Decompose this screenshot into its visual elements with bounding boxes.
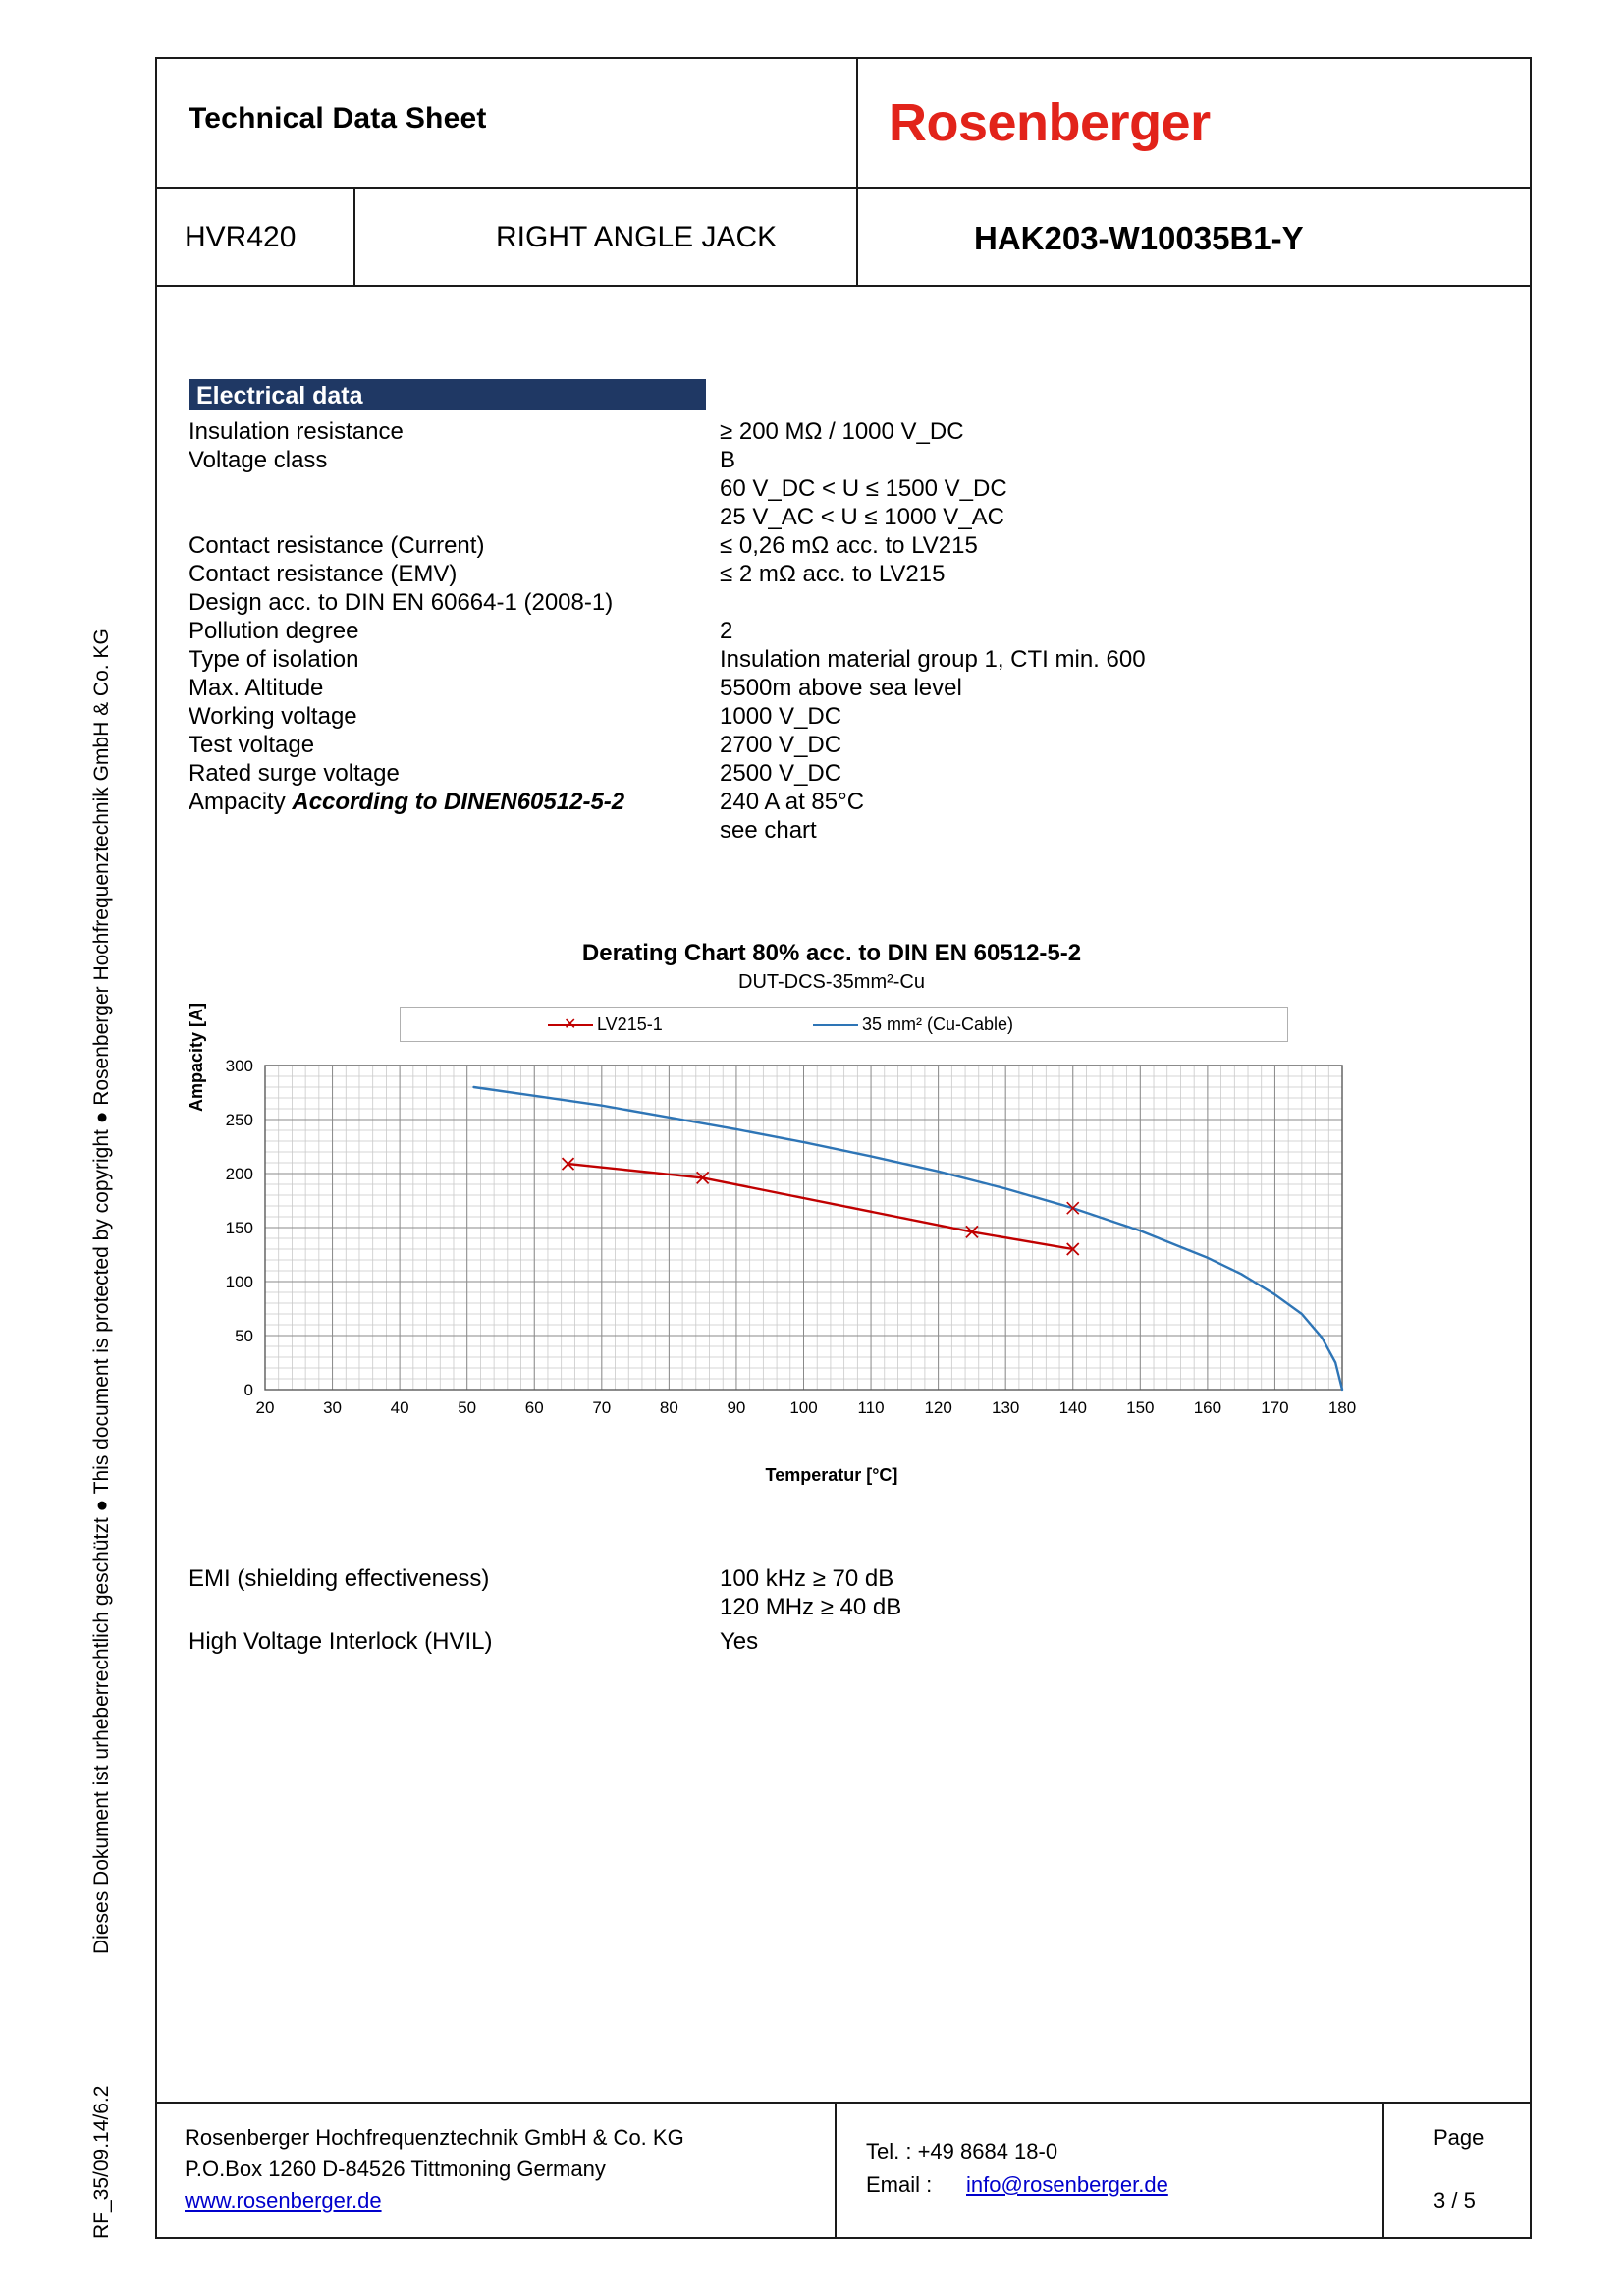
svg-text:0: 0 xyxy=(243,1381,253,1399)
datasheet-frame xyxy=(155,57,1532,2239)
spec-label: EMI (shielding effectiveness) xyxy=(189,1565,490,1592)
spec-label: Type of isolation xyxy=(189,646,359,673)
spec-value: 2 xyxy=(720,618,733,644)
chart-title: Derating Chart 80% acc. to DIN EN 60512-5-2 xyxy=(581,940,1082,966)
part-number: HAK203-W10035B1-Y xyxy=(974,220,1304,256)
company-logo: Rosenberger xyxy=(889,93,1211,152)
svg-text:110: 110 xyxy=(857,1398,885,1417)
footer-divider-2 xyxy=(1382,2104,1384,2237)
legend-label-series-0: LV215-1 xyxy=(597,1014,663,1034)
chart-legend xyxy=(400,1007,1288,1042)
header-divider-2 xyxy=(353,189,355,287)
spec-value: 2700 V_DC xyxy=(720,732,842,758)
svg-text:150: 150 xyxy=(225,1219,253,1237)
spec-value: 1000 V_DC xyxy=(720,703,842,730)
chart-series-line-0 xyxy=(568,1164,1073,1249)
page-footer xyxy=(157,2102,1530,2237)
spec-label: Insulation resistance xyxy=(189,418,404,445)
footer-address: P.O.Box 1260 D-84526 Tittmoning Germany xyxy=(185,2157,606,2181)
spec-value: 5500m above sea level xyxy=(720,675,962,701)
svg-text:200: 200 xyxy=(225,1165,253,1183)
svg-text:50: 50 xyxy=(235,1327,253,1345)
svg-text:250: 250 xyxy=(225,1111,253,1129)
spec-value: ≤ 0,26 mΩ acc. to LV215 xyxy=(720,532,978,559)
svg-text:60: 60 xyxy=(524,1398,544,1417)
svg-text:40: 40 xyxy=(390,1398,409,1417)
spec-label: Design acc. to DIN EN 60664-1 (2008-1) xyxy=(189,589,614,616)
legend-line-series-1 xyxy=(813,1024,858,1026)
spec-value: 240 A at 85°C xyxy=(720,789,865,815)
spec-label: Test voltage xyxy=(189,732,315,758)
document-code: RF_35/09.14/6.2 xyxy=(90,2085,113,2239)
spec-label: Working voltage xyxy=(189,703,357,730)
svg-text:160: 160 xyxy=(1193,1398,1222,1417)
svg-text:50: 50 xyxy=(458,1398,477,1417)
svg-text:150: 150 xyxy=(1126,1398,1155,1417)
chart-plot-area xyxy=(189,1056,1475,1449)
svg-text:20: 20 xyxy=(255,1398,275,1417)
spec-value: 120 MHz ≥ 40 dB xyxy=(720,1594,902,1620)
page-title: Technical Data Sheet xyxy=(189,102,487,135)
svg-text:80: 80 xyxy=(659,1398,678,1417)
spec-label: Contact resistance (EMV) xyxy=(189,561,458,587)
footer-website[interactable]: www.rosenberger.de xyxy=(185,2188,382,2213)
footer-divider-1 xyxy=(835,2104,837,2237)
legend-label-series-1: 35 mm² (Cu-Cable) xyxy=(862,1014,1014,1034)
header-divider-3 xyxy=(856,189,858,287)
product-description: RIGHT ANGLE JACK xyxy=(496,221,778,253)
spec-label: Rated surge voltage xyxy=(189,760,400,787)
svg-text:300: 300 xyxy=(225,1057,253,1075)
footer-company: Rosenberger Hochfrequenztechnik GmbH & Co. KG xyxy=(185,2125,684,2150)
header-row-title xyxy=(157,59,1530,189)
svg-text:30: 30 xyxy=(323,1398,343,1417)
header-row-product xyxy=(157,189,1530,287)
spec-label: High Voltage Interlock (HVIL) xyxy=(189,1628,493,1655)
copyright-notice: Dieses Dokument ist urheberrechtlich geschützt ● This document is protected by copyright ● Rosenberger Hochfrequenztechnik GmbH & Co. KG xyxy=(90,629,113,1954)
chart-x-axis-label: Temperatur [°C] xyxy=(765,1465,898,1485)
footer-page-label: Page xyxy=(1434,2125,1485,2150)
spec-label: Pollution degree xyxy=(189,618,359,644)
spec-value: 100 kHz ≥ 70 dB xyxy=(720,1565,894,1592)
content-area xyxy=(157,287,1530,2105)
svg-text:100: 100 xyxy=(225,1273,253,1291)
svg-text:70: 70 xyxy=(592,1398,612,1417)
derating-chart xyxy=(189,940,1475,1519)
svg-text:90: 90 xyxy=(727,1398,746,1417)
header-divider xyxy=(856,59,858,189)
spec-value: Insulation material group 1, CTI min. 600 xyxy=(720,646,1146,673)
footer-email-label: Email : xyxy=(866,2172,933,2197)
chart-subtitle: DUT-DCS-35mm²-Cu xyxy=(738,971,925,993)
svg-text:100: 100 xyxy=(789,1398,818,1417)
spec-value: 60 V_DC < U ≤ 1500 V_DC xyxy=(720,475,1007,502)
chart-y-axis-label: Ampacity [A] xyxy=(187,1002,206,1112)
svg-text:120: 120 xyxy=(924,1398,952,1417)
spec-value: ≤ 2 mΩ acc. to LV215 xyxy=(720,561,946,587)
svg-text:140: 140 xyxy=(1058,1398,1087,1417)
spec-value: 2500 V_DC xyxy=(720,760,842,787)
svg-text:170: 170 xyxy=(1261,1398,1289,1417)
spec-label: Max. Altitude xyxy=(189,675,324,701)
legend-marker-series-0: ✕ xyxy=(564,1016,577,1033)
spec-label: Contact resistance (Current) xyxy=(189,532,485,559)
product-series: HVR420 xyxy=(185,221,297,253)
section-header-electrical-data xyxy=(189,379,706,410)
section-header-label: Electrical data xyxy=(196,382,363,410)
footer-telephone: Tel. : +49 8684 18-0 xyxy=(866,2139,1058,2163)
footer-email[interactable]: info@rosenberger.de xyxy=(966,2172,1168,2197)
footer-page-value: 3 / 5 xyxy=(1434,2188,1476,2213)
spec-value: ≥ 200 MΩ / 1000 V_DC xyxy=(720,418,964,445)
svg-text:130: 130 xyxy=(992,1398,1020,1417)
spec-label-emphasis: According to DINEN60512-5-2 xyxy=(292,789,625,815)
spec-value: B xyxy=(720,447,736,473)
spec-label: Voltage class xyxy=(189,447,328,473)
spec-value: Yes xyxy=(720,1628,759,1655)
spec-value: 25 V_AC < U ≤ 1000 V_AC xyxy=(720,504,1005,530)
spec-label: Ampacity According to DINEN60512-5-2 xyxy=(189,789,625,815)
svg-text:180: 180 xyxy=(1327,1398,1357,1417)
spec-value: see chart xyxy=(720,817,817,844)
